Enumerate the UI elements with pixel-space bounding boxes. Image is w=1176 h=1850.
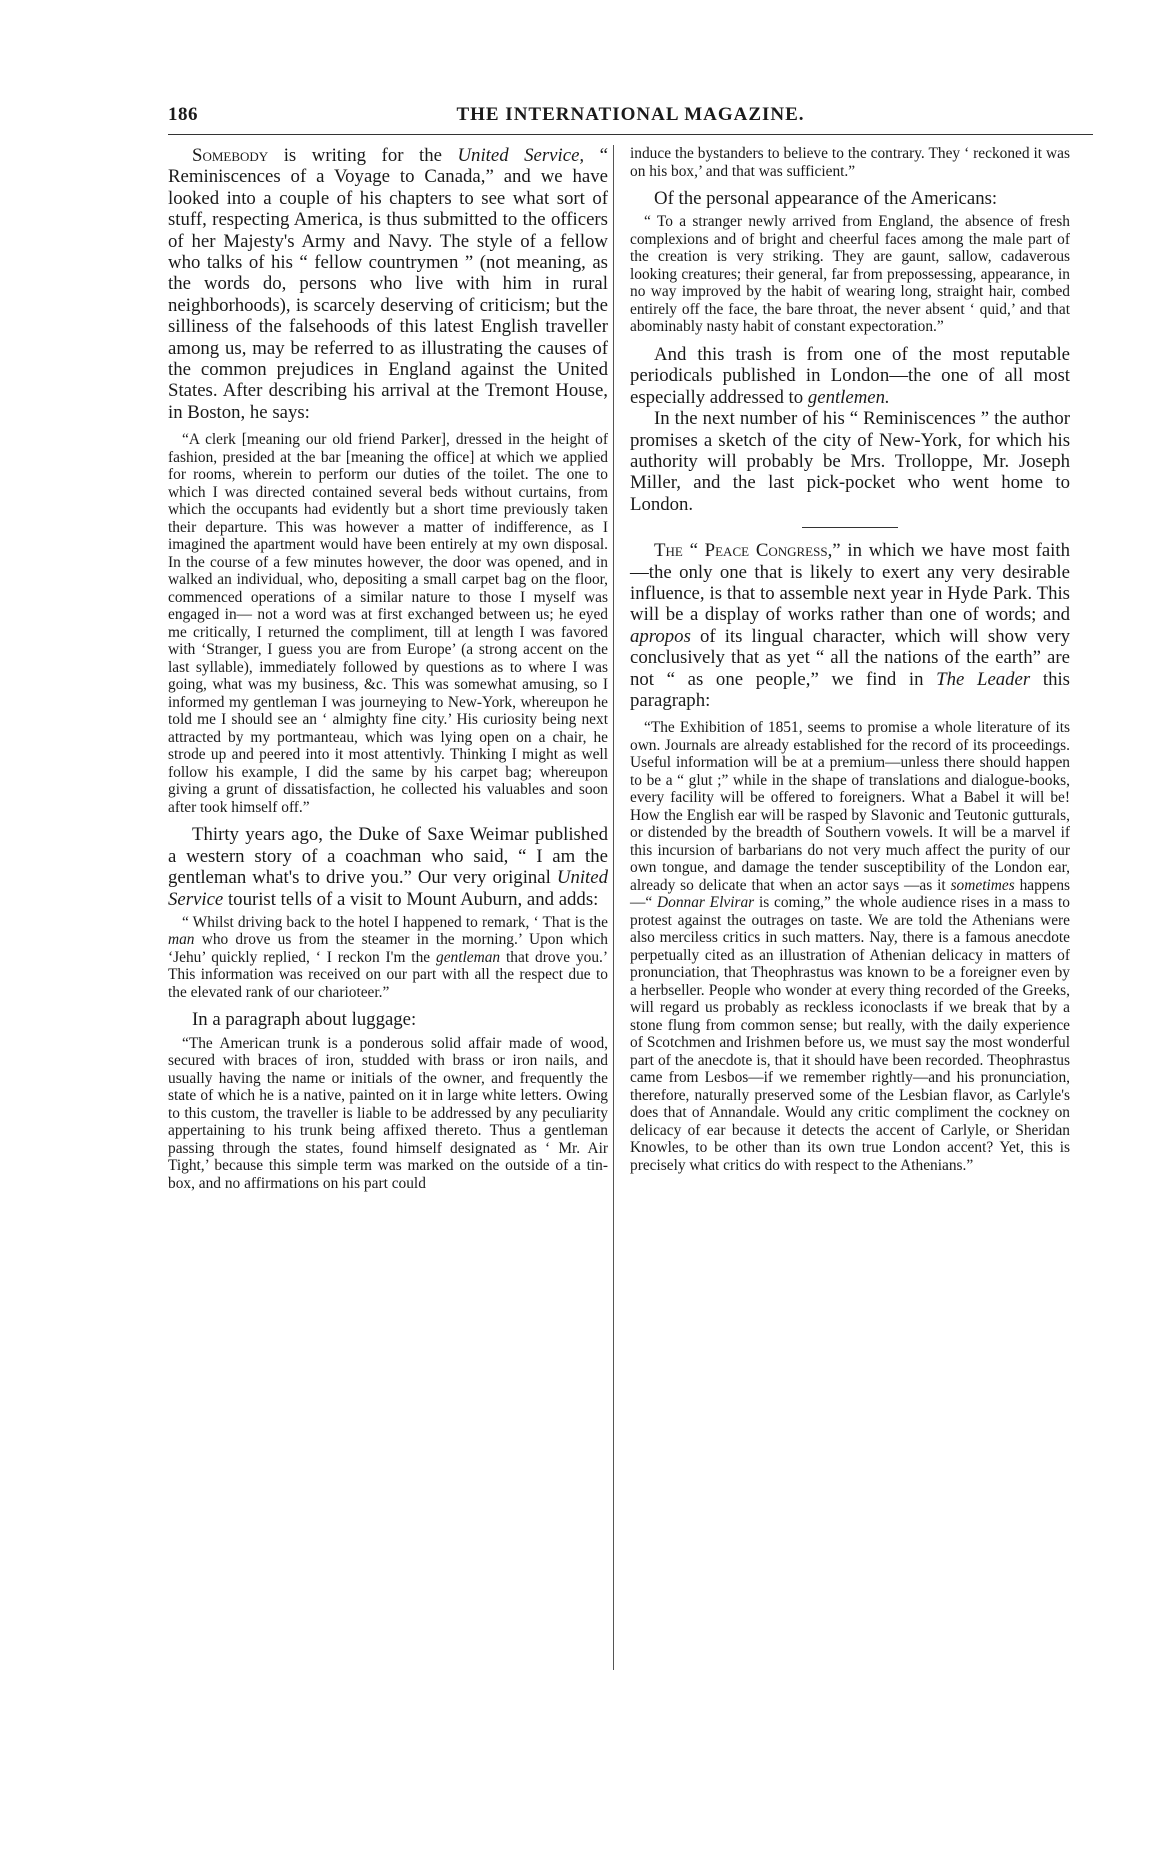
quote-clerk: “A clerk [meaning our old friend Parker], dressed in the height of fashion, presided at the bar [meaning the office] at which we applied for rooms, wherein to perform our duties of the toilet. The one to which I was directed contained several beds without curtains, from which the occupants had evidently but a short time previously taken their departure. This was however a matter of indifference, as I imagined the apartment would have been entirely at my own disposal. In the course of a few minutes however, the door was opened, and in walked an individual, who, depositing a small carpet bag on the floor, commenced operations of a similar nature to those I myself was engaged in— not a word was at first exchanged between us; he eyed me critically, I returned the compliment, till at length I was favored with ‘Stranger, I guess you are from Europe’ (a strong accent on the last syllable), immediately followed by questions as to where I was going, what was my business, &c. This was somewhat amusing, so I informed my gentleman I was journeying to New-York, whereupon he told me I should see an ‘ almighty fine city.’ His curiosity being next attracted by my portmanteau, which was lying open on a chair, he strode up and peered into it most attentivly. Thinking I might as well follow his example, I did the same by his carpet bag; whereupon giving a grunt of dissatisfaction, he collected his valuables and soon after took himself off.” [168, 431, 608, 816]
text-run: “ Whilst driving back to the hotel I happened to remark, ‘ That is the [182, 913, 608, 931]
italic-run: gentleman [436, 948, 501, 966]
running-title: THE INTERNATIONAL MAGAZINE. [456, 104, 805, 125]
paragraph-next-number: In the next number of his “ Reminiscences ” the author promises a sketch of the city of New-York, for which his authority will probably be Mrs. Trolloppe, Mr. Joseph Miller, and the last pick-pocket who went home to London. [630, 408, 1070, 515]
quote-trunk-continued: induce the bystanders to believe to the contrary. They ‘ reckoned it was on his box,’ and that was sufficient.” [630, 145, 1070, 180]
italic-run: The Leader [936, 668, 1031, 690]
italic-run: Donnar Elvirar [657, 894, 755, 912]
paragraph-somebody [168, 145, 608, 423]
text-run: “The Exhibition of 1851, seems to promise a whole literature of its own. Journals are already established for the record of its proceedings. Useful information will be at a premium—unless there should happen to be a “ glut ;” while in the shape of translations and dialogue-books, every facility will be offered to foreigners. What a Babel it will be! How the English ear will be rasped by Slavonic and Teutonic gutturals, or distended by the breadth of Southern vowels. It will be a marvel if this incursion of barbarians do not very much affect the purity of our own tongue, and damage the tender susceptibility of the London ear, already so delicate that when an actor says —as it [630, 719, 1070, 894]
lead-words: The “ Peace Congress,” [654, 540, 841, 562]
italic-run: apropos [630, 625, 691, 647]
italic-run: sometimes [950, 876, 1015, 894]
text-run: is writing for the [268, 145, 458, 166]
italic-run: United Service [168, 867, 608, 910]
italic-run: man [168, 931, 195, 949]
text-run: happens—“ [630, 876, 1070, 912]
right-column [630, 145, 1070, 1174]
paragraph-appearance: Of the personal appearance of the Americans: [654, 188, 998, 209]
page-number: 186 [168, 104, 198, 125]
text-run: this paragraph: [630, 668, 1070, 711]
text-run: is coming,” the whole audience rises in a mass to protest against the outrages on taste. We are told the Athenians were also merciless critics in such matters. Nay, there is a famous anecdote perpetually cited as an illustration of Athenian delicacy in matters of pronunciation, that Theophrastus was known to be a foreigner even by a herbseller. People who wonder at every thing recorded of the Greeks, will regard us probably as reckless iconoclasts if we break that by a stone flung from common sense; but really, with the daily experience of Scotchmen and Irishmen before us, we must say the most wonderful part of the anecdote is, that it should have been recorded. Theophrastus came from Lesbos—if we remember rightly—and his pronunciation, therefore, naturally preserved some of the Lesbian flavor, as Carlyle's does that of Annandale. Would any critic compliment the cockney on delicacy of ear because it detects the accent of Carlyle, or Sheridan Knowles, to be other than its own true London accent? Yet, this is precisely what critics do with respect to the Athenians.” [630, 894, 1070, 1174]
section-rule [802, 527, 898, 528]
text-run: And this trash is from one of the most reputable periodicals published in London—the one of all most especially addressed to [630, 343, 1070, 408]
italic-run: United Service, [457, 145, 585, 166]
left-column [168, 145, 608, 1192]
text-run: that drove you.’ This information was received on our part with all the respect due to the elevated rank of our charioteer.” [168, 948, 608, 1001]
column-divider [613, 145, 614, 1670]
italic-run: gentlemen. [807, 386, 890, 408]
text-run: who drove us from the steamer in the morning.’ Upon which ‘Jehu’ quickly replied, ‘ I reckon I'm the [168, 931, 608, 966]
quote-jehu [168, 914, 608, 1002]
quote-appearance: “ To a stranger newly arrived from England, the absence of fresh complexions and of bright and cheerful faces among the male part of the creation is very striking. They are gaunt, sallow, cadaverous looking creatures; their general, far from prepossessing, appearance, in no way improved by the habit of wearing long, straight hair, combed entirely off the face, the bare throat, the never absent ‘ quid,’ and that abominably nasty habit of constant expectoration.” [630, 213, 1070, 336]
text-run: Thirty years ago, the Duke of Saxe Weimar published a western story of a coachman who said, “ I am the gentleman what's to drive you.” Our very original [168, 824, 608, 889]
paragraph-peace-congress [630, 540, 1070, 711]
text-run: of its lingual character, which will show very conclusively that as yet “ all the nations of the earth” are not “ as one people,” we find in [630, 625, 1070, 690]
paragraph-luggage: In a paragraph about luggage: [192, 1009, 417, 1031]
quote-exhibition [630, 719, 1070, 1174]
lead-word: Somebody [192, 145, 269, 166]
page-header [168, 104, 1093, 135]
text-run: tourist tells of a visit to Mount Auburn, and adds: [223, 888, 599, 910]
paragraph-trash [630, 344, 1070, 408]
text-run: “ Reminiscences of a Voyage to Canada,” and we have looked into a couple of his chapters to see what sort of stuff, respecting America, is thus submitted to the officers of her Majesty's Army and Navy. The style of a fellow who talks of his “ fellow countrymen ” (not meaning, as the words do, persons who live with him in rural neighborhoods), is scarcely deserving of criticism; but the silliness of the falsehoods of this latest English traveller among us, may be referred to as illustrating the causes of the common prejudices in England against the United States. After describing his arrival at the Tremont House, in Boston, he says: [168, 145, 608, 423]
paragraph-saxe-weimar [168, 824, 608, 910]
text-run: in which we have most faith—the only one that is likely to exert any very desirable influence, is that to assemble next year in Hyde Park. This will be a display of works rather than one of words; and [630, 540, 1070, 626]
quote-trunk: “The American trunk is a ponderous solid affair made of wood, secured with braces of iron, studded with brass or iron nails, and usually having the name or initials of the owner, and frequently the state of which he is a native, painted on it in large white letters. Owing to this custom, the traveller is liable to be addressed by any peculiarity appertaining to his trunk being affixed thereto. Thus a gentleman passing through the states, found himself designated as ‘ Mr. Air Tight,’ because this simple term was marked on the outside of a tin-box, and no affirmations on his part could [168, 1034, 608, 1192]
